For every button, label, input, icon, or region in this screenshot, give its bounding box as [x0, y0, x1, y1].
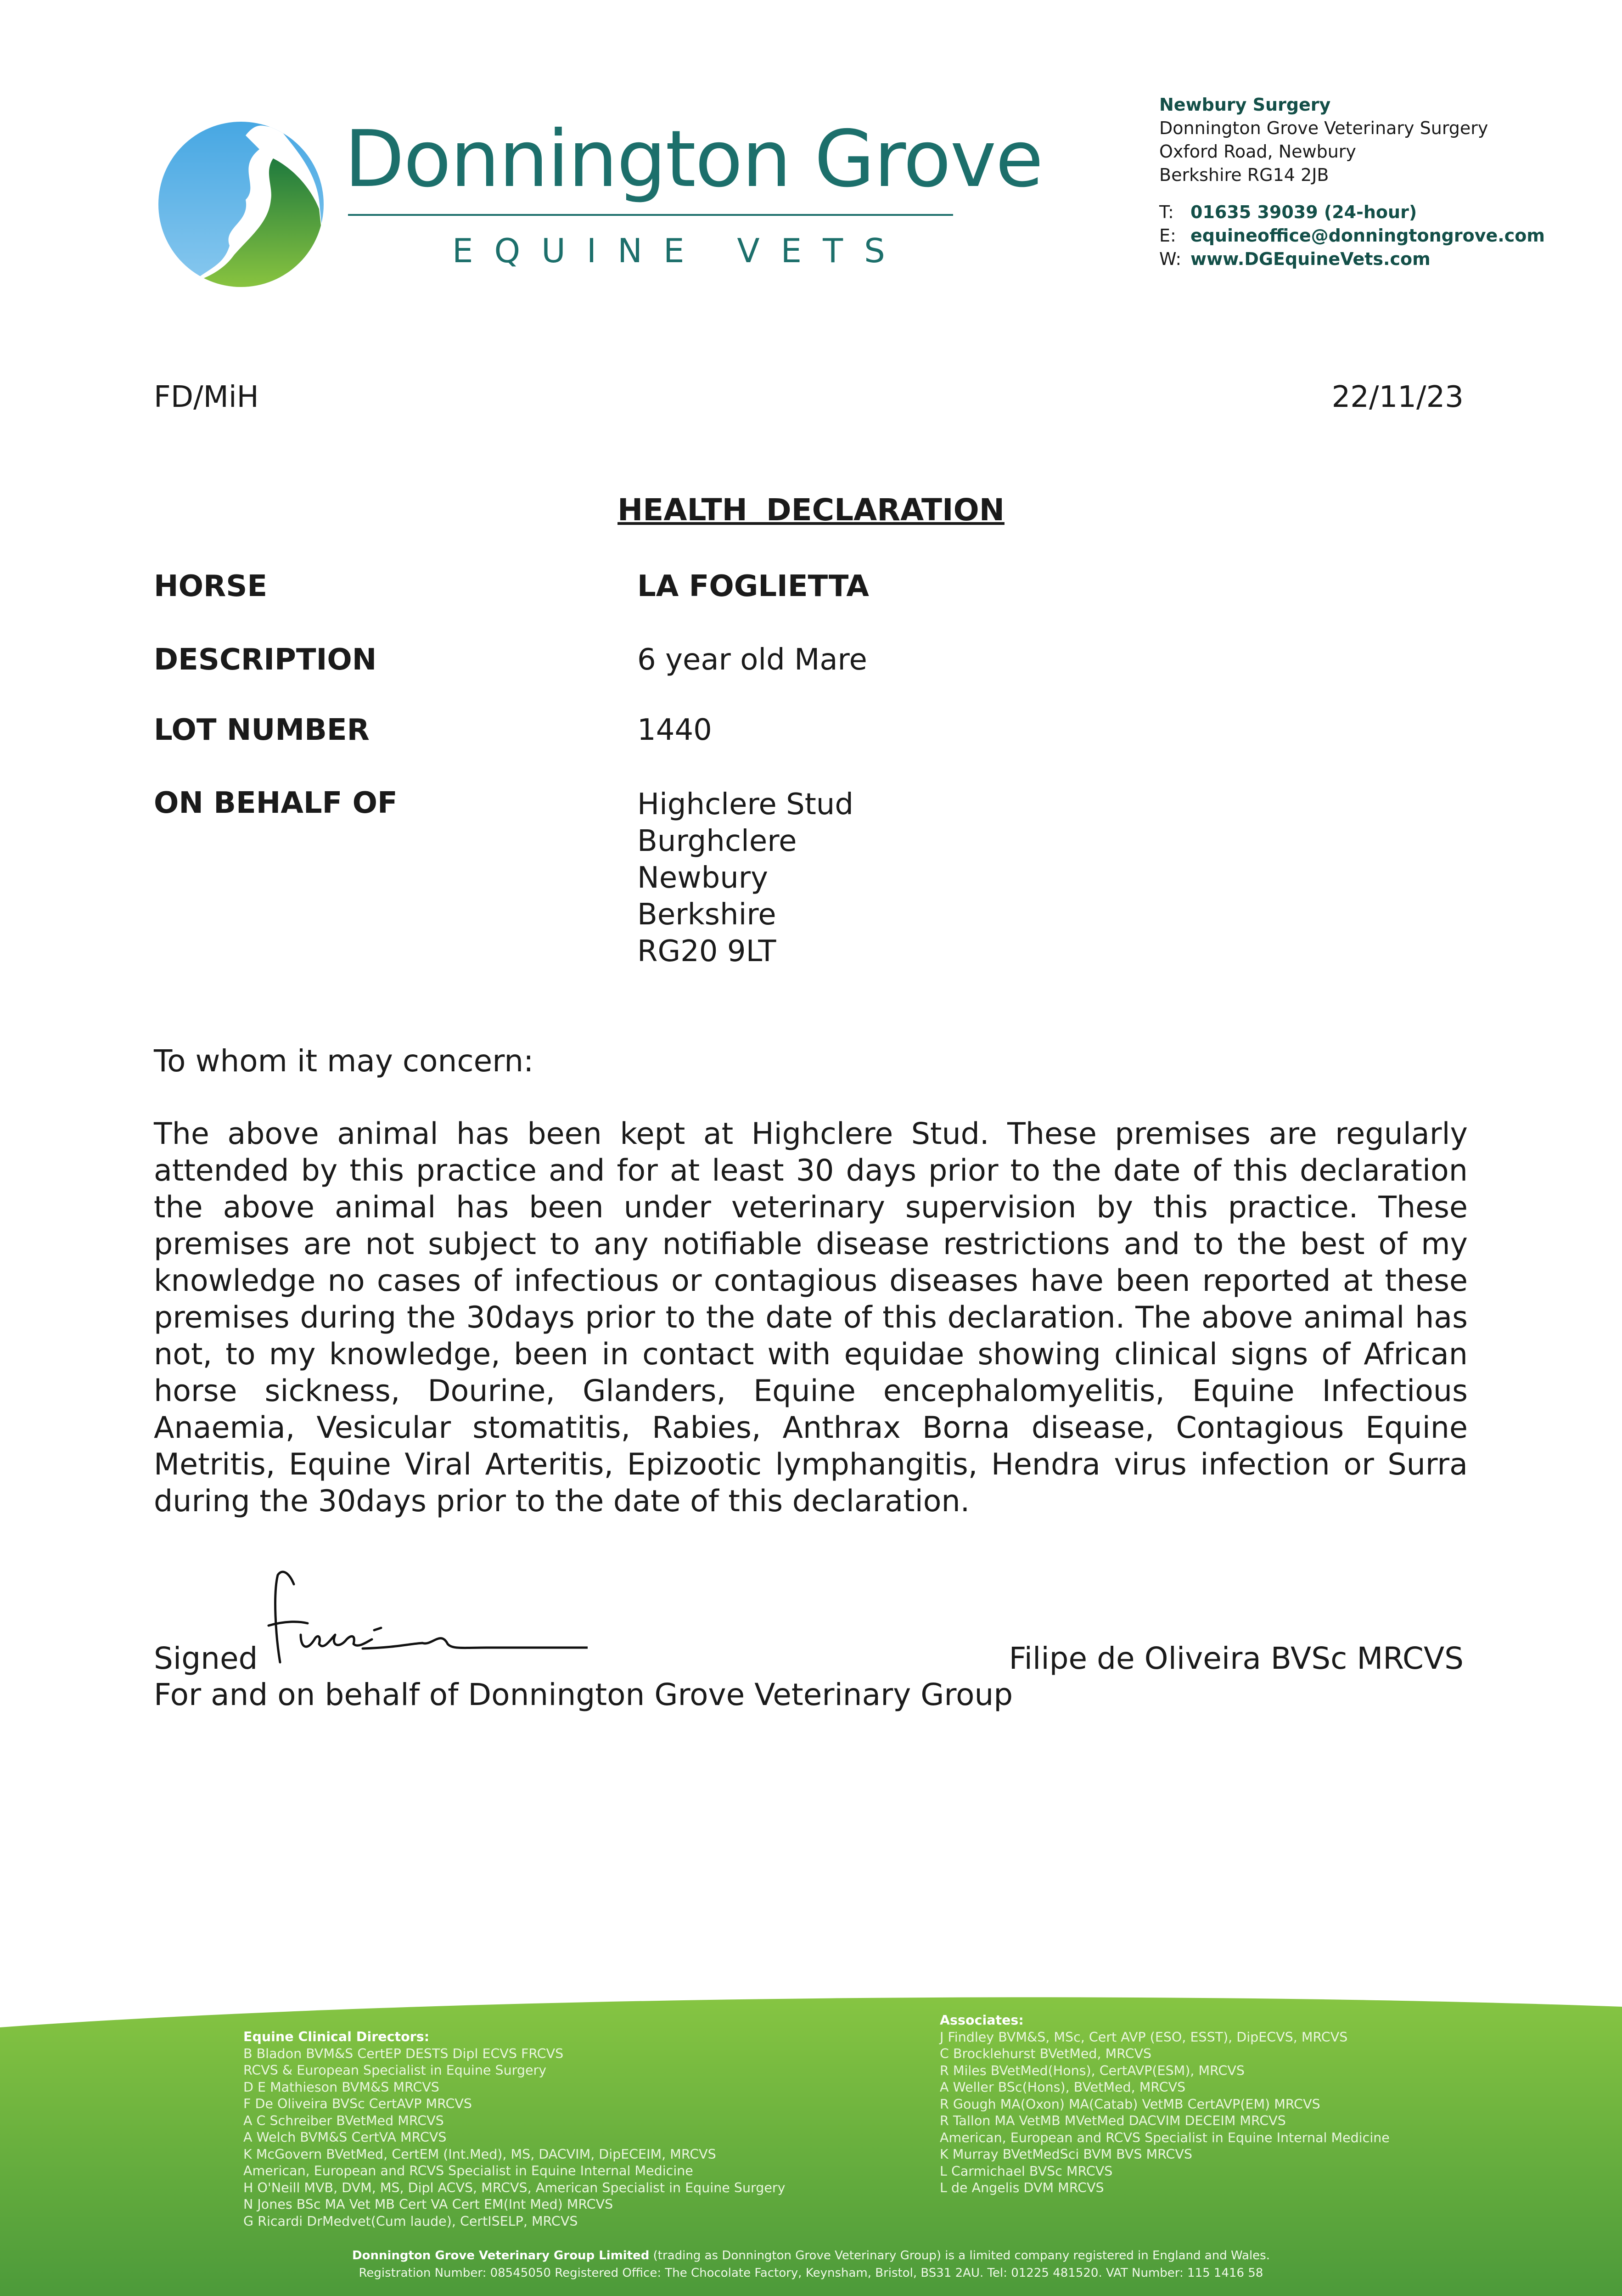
- web-label: W:: [1159, 249, 1182, 269]
- signed-on-behalf: For and on behalf of Donnington Grove Veterinary Group: [154, 1677, 1013, 1712]
- on-behalf-of-address: [637, 786, 853, 970]
- surgery-line: Oxford Road, Newbury: [1159, 141, 1356, 162]
- surgery-title: Newbury Surgery: [1159, 95, 1331, 115]
- associate-entry: R Tallon MA VetMB MVetMed DACVIM DECEIM MRCVS: [940, 2113, 1286, 2128]
- director-entry: RCVS & European Specialist in Equine Surgery: [243, 2063, 547, 2078]
- tel-label: T:: [1159, 202, 1174, 222]
- document-title: HEALTH DECLARATION: [617, 492, 1005, 528]
- signer-name: Filipe de Oliveira BVSc MRCVS: [1009, 1641, 1464, 1676]
- director-entry: G Ricardi DrMedvet(Cum laude), CertISELP, MRCVS: [243, 2213, 578, 2229]
- surgery-line: Donnington Grove Veterinary Surgery: [1159, 118, 1488, 138]
- signature-icon: [257, 1566, 588, 1671]
- associate-entry: American, European and RCVS Specialist in Equine Internal Medicine: [940, 2130, 1390, 2145]
- director-entry: A Welch BVM&S CertVA MRCVS: [243, 2130, 447, 2145]
- legal-line-1: [0, 2247, 1622, 2264]
- associates-heading: Associates:: [940, 2013, 1024, 2028]
- email-link[interactable]: equineoffice@donningtongrove.com: [1190, 225, 1545, 246]
- director-entry: F De Oliveira BVSc CertAVP MRCVS: [243, 2096, 472, 2111]
- website-link[interactable]: www.DGEquineVets.com: [1190, 249, 1431, 269]
- surgery-address: [1159, 93, 1488, 187]
- contact-website: [1159, 248, 1545, 271]
- associate-entry: J Findley BVM&S, MSc, Cert AVP (ESO, ESST), DipECVS, MRCVS: [940, 2029, 1348, 2045]
- description-label: DESCRIPTION: [154, 643, 377, 677]
- on-behalf-of-label: ON BEHALF OF: [154, 786, 398, 820]
- signed-label: Signed: [154, 1641, 258, 1676]
- director-entry: D E Mathieson BVM&S MRCVS: [243, 2079, 439, 2095]
- address-line: Newbury: [637, 861, 768, 895]
- associate-entry: A Weller BSc(Hons), BVetMed, MRCVS: [940, 2080, 1186, 2095]
- address-line: Burghclere: [637, 824, 797, 858]
- legal-line-1-text: (trading as Donnington Grove Veterinary Group) is a limited company registered in England and Wales.: [649, 2249, 1270, 2262]
- logo-mark-icon: [154, 117, 328, 292]
- letter-date: 22/11/23: [1331, 380, 1464, 414]
- contact-block: [1159, 201, 1545, 271]
- logo-divider: [348, 214, 953, 216]
- directors-heading: Equine Clinical Directors:: [243, 2029, 430, 2044]
- associate-entry: C Brocklehurst BVetMed, MRCVS: [940, 2046, 1152, 2061]
- associates-list: [940, 2012, 1390, 2197]
- description-value: 6 year old Mare: [637, 643, 867, 677]
- horse-label: HORSE: [154, 569, 268, 603]
- associate-entry: L de Angelis DVM MRCVS: [940, 2180, 1104, 2195]
- address-line: Berkshire: [637, 898, 776, 932]
- horse-name: LA FOGLIETTA: [637, 569, 869, 603]
- brand-tagline: EQUINE VETS: [452, 231, 906, 270]
- director-entry: American, European and RCVS Specialist in Equine Internal Medicine: [243, 2163, 693, 2178]
- associate-entry: R Gough MA(Oxon) MA(Catab) VetMB CertAVP(EM) MRCVS: [940, 2096, 1320, 2112]
- address-line: RG20 9LT: [637, 934, 776, 968]
- letter-reference: FD/MiH: [154, 380, 259, 414]
- greeting: To whom it may concern:: [154, 1043, 534, 1079]
- director-entry: A C Schreiber BVetMed MRCVS: [243, 2113, 444, 2128]
- director-entry: K McGovern BVetMed, CertEM (Int.Med), MS, DACVIM, DipECEIM, MRCVS: [243, 2146, 716, 2162]
- address-line: Highclere Stud: [637, 788, 853, 822]
- associate-entry: R Miles BVetMed(Hons), CertAVP(ESM), MRCVS: [940, 2063, 1245, 2078]
- legal-notice: [0, 2247, 1622, 2282]
- director-entry: N Jones BSc MA Vet MB Cert VA Cert EM(Int Med) MRCVS: [243, 2197, 613, 2212]
- director-entry: B Bladon BVM&S CertEP DESTS Dipl ECVS FRCVS: [243, 2046, 564, 2061]
- declaration-paragraph: The above animal has been kept at Highclere Stud. These premises are regularly attended by this practice and for at least 30 days prior to the date of this declaration the above animal has been under veterinary supervision by this practice. These premises are not subject to any notifiable disease restrictions and to the best of my knowledge no cases of infectious or contagious diseases have been reported at these premises during the 30days prior to the date of this declaration. The above animal has not, to my knowledge, been in contact with equidae showing clinical signs of African horse sickness, Dourine, Glanders, Equine encephalomyelitis, Equine Infectious Anaemia, Vesicular stomatitis, Rabies, Anthrax Borna disease, Contagious Equine Metritis, Equine Viral Arteritis, Epizootic lymphangitis, Hendra virus infection or Surra during the 30days prior to the date of this declaration.: [154, 1117, 1468, 1519]
- lot-number-label: LOT NUMBER: [154, 713, 370, 747]
- legal-line-2: Registration Number: 08545050 Registered Office: The Chocolate Factory, Keynsham, Bristol, BS31 2AU. Tel: 01225 481520. VAT Number: 115 1416 58: [359, 2266, 1263, 2280]
- contact-email: [1159, 224, 1545, 248]
- clinical-directors-list: [243, 2029, 785, 2230]
- brand-name: Donnington Grove: [344, 114, 1043, 205]
- contact-telephone: [1159, 201, 1545, 224]
- lot-number-value: 1440: [637, 713, 712, 747]
- email-label: E:: [1159, 225, 1176, 246]
- director-entry: H O'Neill MVB, DVM, MS, Dipl ACVS, MRCVS, American Specialist in Equine Surgery: [243, 2180, 786, 2195]
- associate-entry: K Murray BVetMedSci BVM BVS MRCVS: [940, 2147, 1192, 2162]
- associate-entry: L Carmichael BVSc MRCVS: [940, 2163, 1113, 2179]
- tel-value: 01635 39039 (24-hour): [1190, 202, 1417, 222]
- legal-company-name: Donnington Grove Veterinary Group Limited: [352, 2249, 650, 2262]
- surgery-line: Berkshire RG14 2JB: [1159, 165, 1329, 185]
